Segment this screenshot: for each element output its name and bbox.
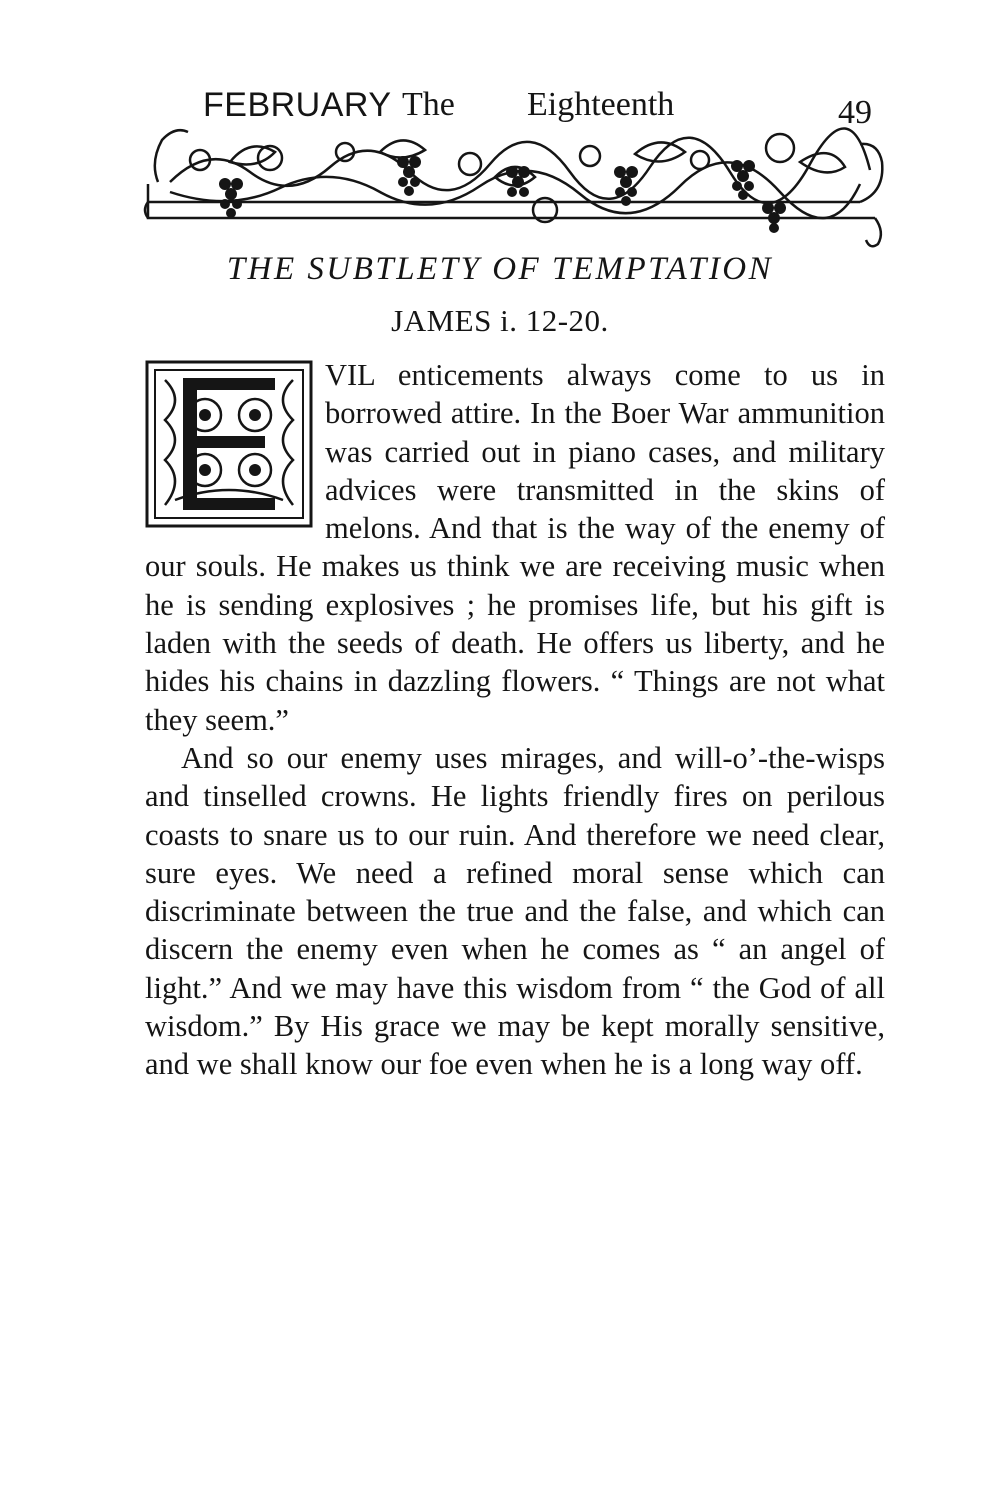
header-the: The: [402, 86, 455, 123]
paragraph-1: VIL enticements always come to us in borrowed attire. In the Boer War ammunition was carried out in piano cases, and military advices were transmitted in the skins of melons. And that is the way of the enemy of our souls. He makes us think we are receiving music when he is sending explosives ; he promises life, but his gift is laden with the seeds of death. He offers us liberty, and he hides his chains in dazzling flowers. “ Things are not what they seem.”: [145, 358, 885, 737]
paragraph-2: And so our enemy uses mirages, and will-o’-the-wisps and tinselled crowns. He lights friendly fires on perilous coasts to snare us to our ruin. And therefore we need clear, sure eyes. We need a refined moral sense which can discriminate between the true and the false, and which can discern the enemy even when he comes as “ an angel of light.” And we may have this wisdom from “ the God of all wisdom.” By His grace we may be kept morally sensitive, and we shall know our foe even when he is a long way off.: [145, 740, 885, 1082]
header-month: FEBRUARY: [203, 86, 392, 124]
ornamental-initial-icon: [145, 360, 313, 528]
header-day: Eighteenth: [527, 86, 675, 123]
vine-border-icon: [140, 122, 890, 250]
page-number: 49: [838, 94, 872, 131]
scripture-reference: JAMES i. 12-20.: [391, 303, 609, 338]
devotional-text: [145, 356, 885, 1084]
page-title: THE SUBTLETY OF TEMPTATION: [226, 251, 774, 287]
